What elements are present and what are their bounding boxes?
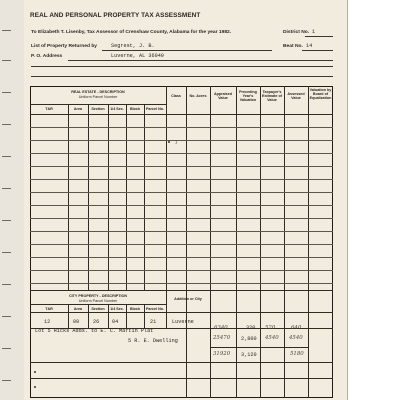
col-divider [236, 86, 237, 398]
city-header-bottom [30, 312, 333, 313]
col-section: Section [91, 107, 105, 111]
header-bottom [30, 114, 333, 115]
city-addition-value: Luverne [172, 319, 194, 325]
city-col-divider [166, 290, 167, 328]
district-label: District No. [283, 30, 310, 35]
city-section-value: 26 [93, 319, 100, 325]
appraised-2: 25470 [213, 335, 231, 341]
city-col-area: Area [73, 307, 83, 311]
col-board: Valuation by Board of Equalization [309, 88, 332, 101]
table-row-line [30, 179, 333, 180]
col-block: Block [129, 107, 141, 111]
table-row-line [30, 218, 333, 219]
table-row-line [30, 244, 333, 245]
city-header: CITY PROPERTY - DESCRIPTION [68, 294, 128, 298]
po-address-value: Luverne, AL 36049 [111, 53, 164, 59]
district-underline [305, 36, 333, 37]
po-address-underline [68, 60, 333, 61]
city-col-tr: T&R [45, 307, 53, 311]
real-estate-header: REAL ESTATE - DESCRIPTION [71, 90, 125, 94]
preceding-total: 3,120 [241, 352, 257, 358]
class-mark [168, 141, 170, 143]
assessed-1: 640 [291, 325, 302, 331]
city-parcel-value: 21 [150, 319, 157, 325]
col-divider [284, 86, 285, 398]
real-estate-subheader: Uniform Parcel Number [78, 95, 118, 99]
col-estimate: Taxpayer's Estimate of Value [262, 90, 282, 103]
assessment-table [30, 86, 333, 398]
city-section-top [30, 290, 333, 291]
re-subcol-divider [68, 104, 69, 290]
city-subheader-line [30, 304, 166, 305]
returned-by-underline [102, 50, 272, 51]
table-row-line [30, 166, 333, 167]
scan-background [348, 0, 400, 400]
lot-description: Lot 5 Hicks Adds. to E. C. Martin Plat [35, 328, 154, 334]
addressee-line: To Elizabeth T. Lisenby, Tax Assessor of Crenshaw County, Alabama for the year 1982. [31, 30, 232, 35]
table-row-line [30, 127, 333, 128]
estimate-1: 520 [265, 325, 276, 331]
adjacent-page-left [0, 0, 25, 400]
blank-line-2 [31, 76, 333, 77]
col-class: Class [171, 94, 181, 98]
re-subcol-divider [108, 104, 109, 290]
col-assessed: Assessed Value [287, 92, 305, 101]
col-acres: No. Acres [189, 94, 207, 98]
beat-label: Beat No. [283, 44, 303, 49]
form-title: REAL AND PERSONAL PROPERTY TAX ASSESSMENT [30, 12, 201, 19]
col-divider [260, 86, 261, 398]
col-preceding: Preceding Year's Valuation [239, 90, 257, 103]
col-qsec: 1/4 Sec. [110, 107, 124, 111]
city-tr-value: 12 [44, 319, 51, 325]
class-mark-text: 1 [175, 140, 178, 145]
estimate-2: 4540 [265, 335, 279, 341]
district-value: 1 [312, 29, 316, 35]
po-address-label: P. O. Address [31, 54, 63, 59]
returned-by-label: List of Property Returned by [31, 44, 98, 49]
city-col-block: Block [129, 307, 141, 311]
table-row-line [30, 140, 333, 141]
re-subcol-divider [144, 104, 145, 290]
city-area-value: 00 [73, 319, 80, 325]
col-divider [166, 86, 167, 312]
table-row-line [30, 205, 333, 206]
appraised-total: 31920 [213, 351, 231, 357]
city-col-qsec: 1/4 Sec. [110, 307, 124, 311]
assessed-total: 5180 [290, 351, 304, 357]
appraised-1: 6340 [214, 325, 228, 331]
table-row-line [30, 270, 333, 271]
blank-line-1 [31, 66, 333, 67]
bottom-row-line [30, 362, 333, 363]
city-col-section: Section [91, 307, 105, 311]
re-header-divider [30, 104, 166, 105]
dwelling-description: 5 R. E. Dwelling [128, 338, 178, 344]
preceding-2: 2,800 [241, 336, 257, 342]
margin-dot [34, 386, 36, 388]
col-area: Area [73, 107, 83, 111]
bottom-row-line [30, 378, 333, 379]
col-tr: T&R [45, 107, 53, 111]
margin-dot [34, 371, 36, 373]
preceding-1: 320 [246, 325, 256, 331]
col-divider [186, 86, 187, 398]
col-divider [308, 86, 309, 398]
beat-underline [302, 50, 333, 51]
city-col-parcel: Parcel No. [145, 307, 165, 311]
city-subheader: Uniform Parcel Number [78, 299, 118, 303]
re-subcol-divider [88, 104, 89, 290]
totals-line [210, 347, 308, 348]
table-row-line [30, 192, 333, 193]
col-divider [210, 86, 211, 398]
table-row-line [30, 231, 333, 232]
beat-value: 14 [306, 43, 313, 49]
assessed-2: 4540 [289, 335, 303, 341]
returned-by-value: Segrest, J. B. [111, 43, 155, 49]
city-qsec-value: 04 [112, 319, 119, 325]
col-parcel: Parcel No. [145, 107, 165, 111]
col-appraised: Appraised Value [213, 92, 233, 101]
table-row-line [30, 257, 333, 258]
re-subcol-divider [126, 104, 127, 290]
addition-label: Addition or City [174, 297, 202, 301]
table-row-line [30, 283, 333, 284]
table-row-line [30, 153, 333, 154]
